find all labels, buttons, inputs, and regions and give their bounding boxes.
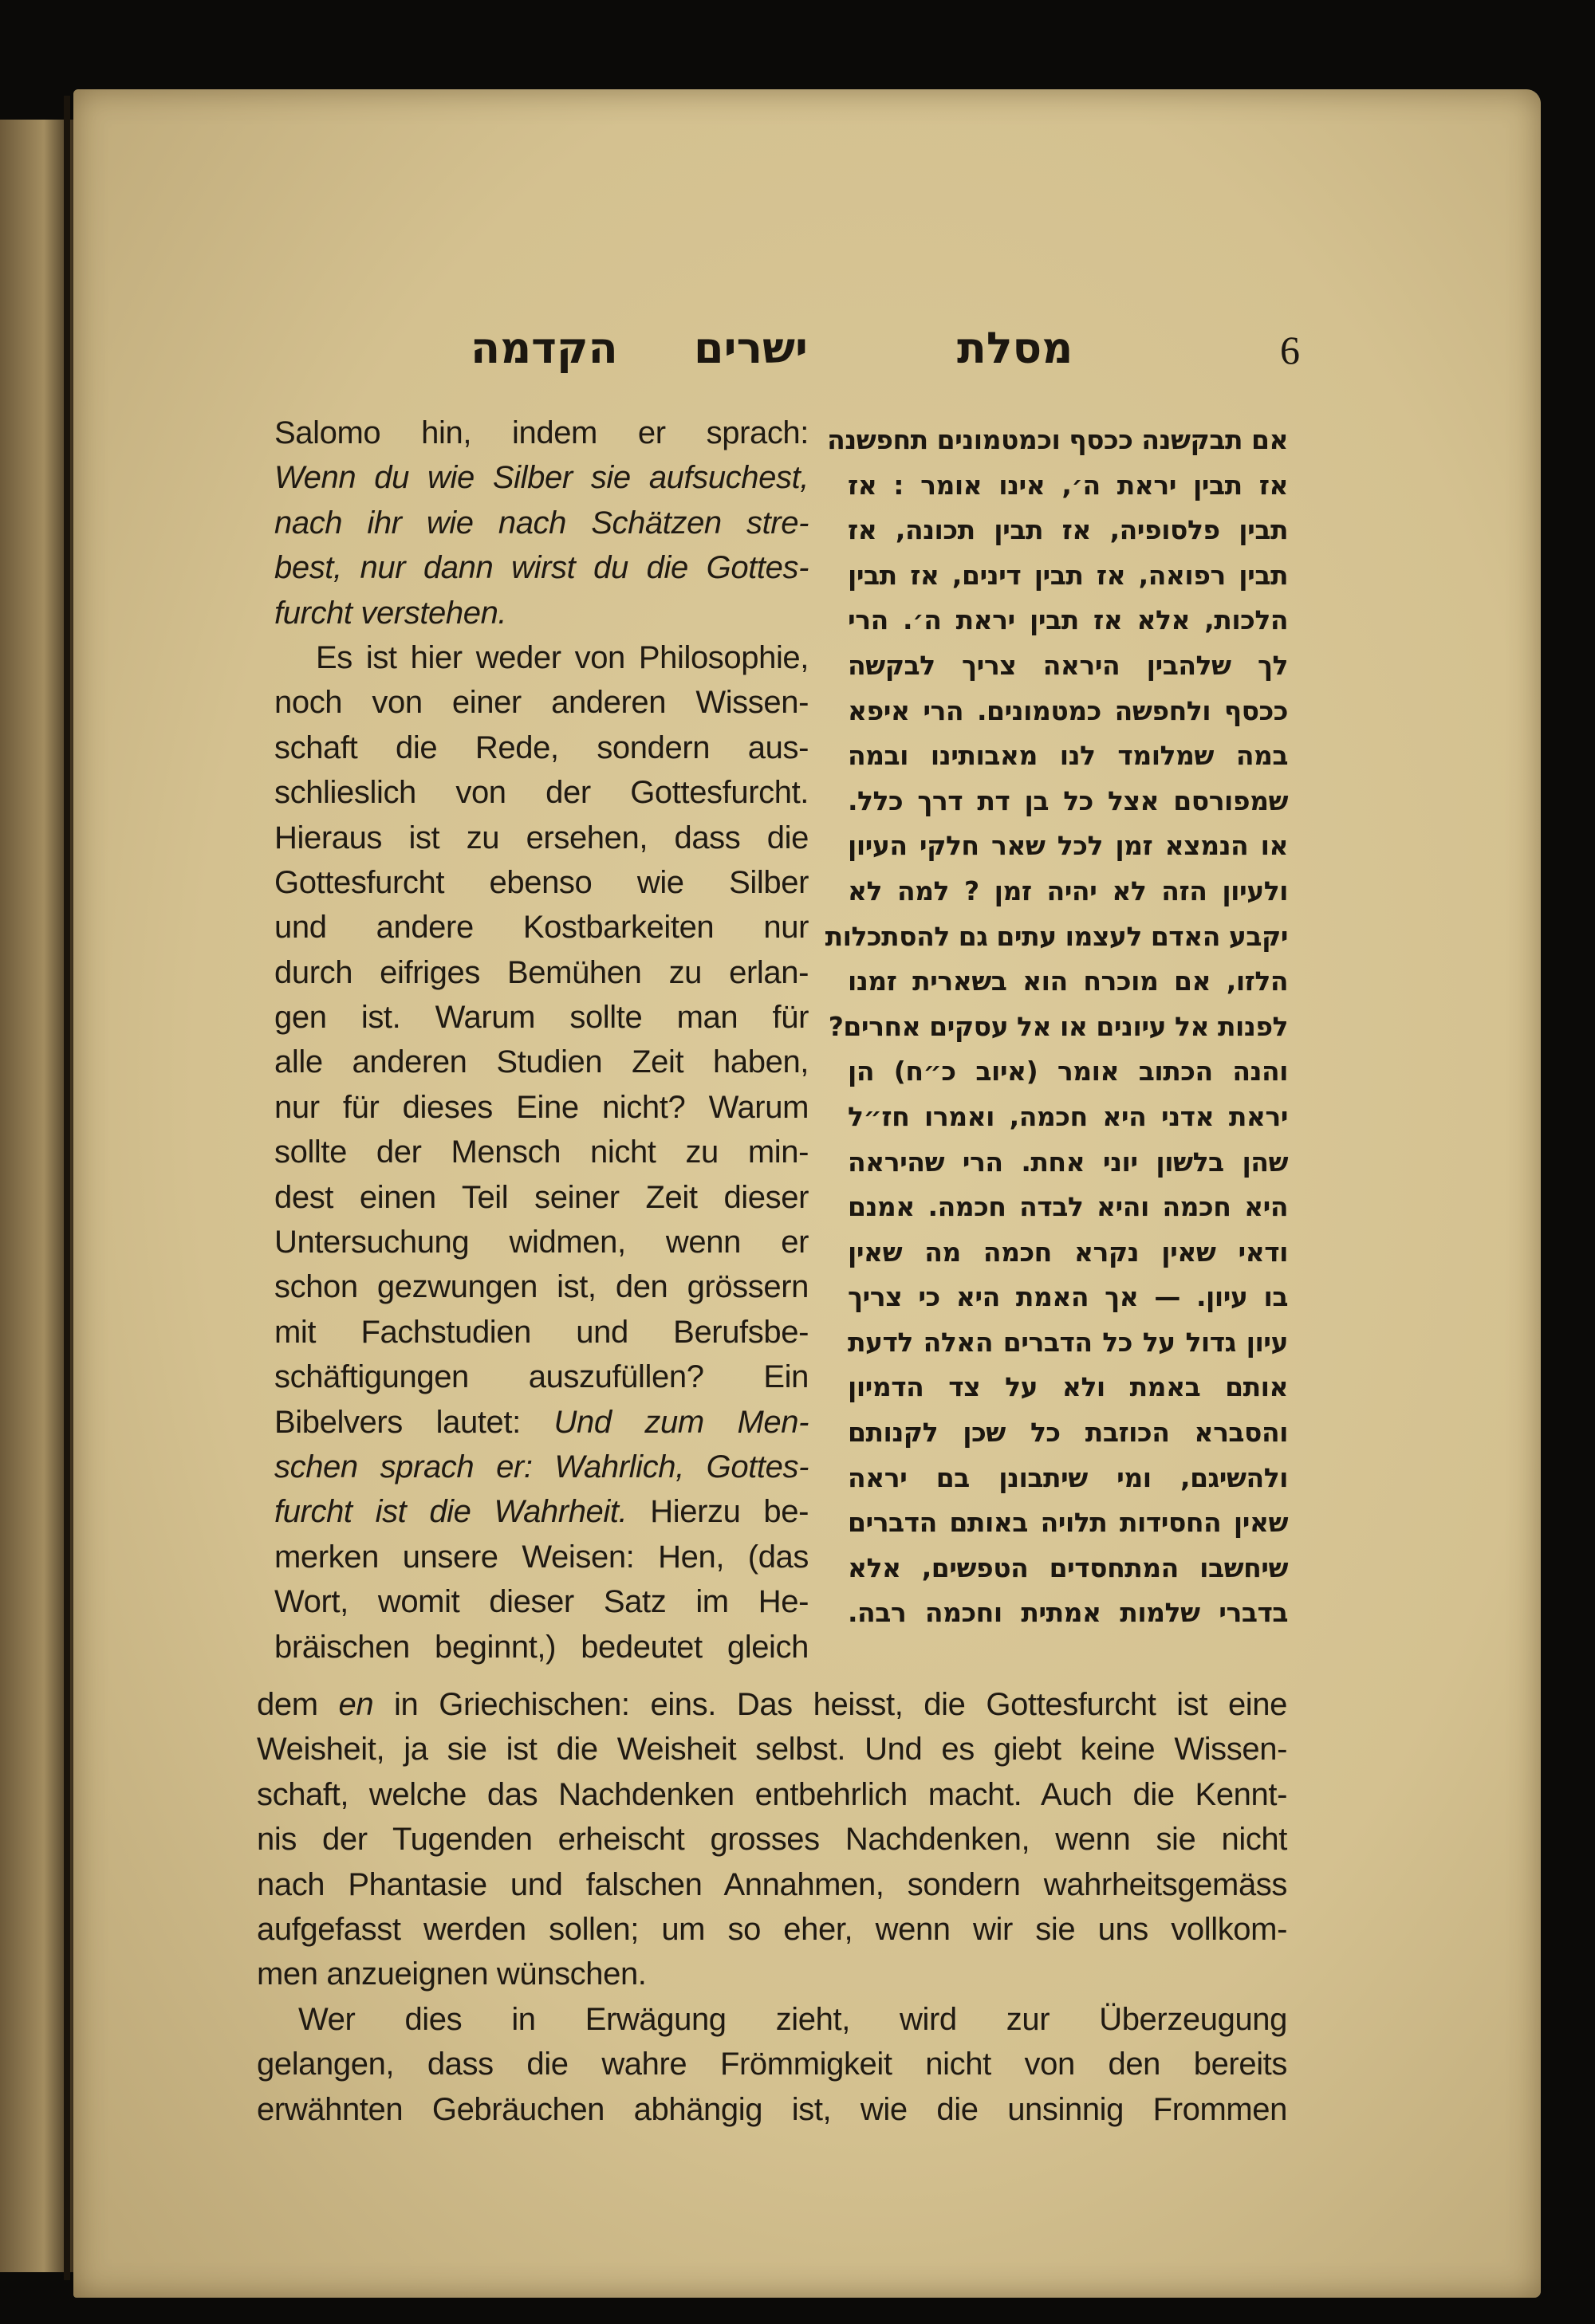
hebrew-text-line: הלזו, אם מוכרח הוא בשארית זמנו: [848, 965, 1288, 997]
text-line: [274, 1445, 809, 1489]
text-line: [257, 1727, 1287, 1772]
hebrew-text-line: שמפורסם אצל כל בן דת דרך כלל.: [848, 784, 1288, 816]
text-segment: nach Phantasie und falschen Annahmen, sondern wahrheitsgemäss: [257, 1866, 1287, 1902]
text-line: [257, 1817, 1287, 1862]
text-line: [274, 1489, 809, 1534]
text-segment: mit Fachstudien und Berufsbe-: [274, 1314, 809, 1350]
text-segment: dem: [257, 1687, 339, 1722]
text-segment: Wort, womit dieser Satz im He-: [274, 1584, 809, 1620]
text-line: [274, 1175, 809, 1220]
text-line: [274, 1400, 809, 1445]
text-segment: erwähnten Gebräuchen abhängig ist, wie die unsinnig Frommen: [257, 2091, 1287, 2127]
german-column: [274, 411, 809, 1669]
hebrew-text-line: תבין פלסופיה, אז תבין תכונה, אז: [848, 514, 1288, 546]
text-segment: und andere Kostbarkeiten nur: [274, 910, 809, 946]
text-segment: schäftigungen auszufüllen? Ein: [274, 1359, 809, 1395]
book-binding: [64, 96, 70, 2280]
hebrew-column: [825, 418, 1288, 1636]
italic-text: nach ihr wie nach Schätzen stre-: [274, 505, 809, 541]
hebrew-text-line: עיון גדול על כל הדברים האלה לדעת: [848, 1326, 1288, 1358]
text-line: [257, 2087, 1287, 2132]
text-segment: Weisheit, ja sie ist die Weisheit selbst. Und es giebt keine Wissen-: [257, 1732, 1287, 1768]
hebrew-text-line: אז תבין יראת ה׳, אינו אומר : אז: [848, 469, 1288, 501]
text-segment: schlieslich von der Gottesfurcht.: [274, 775, 809, 811]
text-segment: dest einen Teil seiner Zeit dieser: [274, 1179, 809, 1215]
text-segment: schon gezwungen ist, den grössern: [274, 1269, 809, 1305]
hebrew-text-line: יראת אדני היא חכמה, ואמרו חז״ל: [848, 1100, 1288, 1132]
text-segment: aufgefasst werden sollen; um so eher, wenn wir sie uns vollkom-: [257, 1911, 1287, 1947]
text-line: [274, 680, 809, 725]
hebrew-text-line: בו עיון. — אך האמת היא כי צריך: [848, 1281, 1288, 1313]
text-segment: in Griechischen: eins. Das heisst, die Gottesfurcht ist eine: [373, 1687, 1287, 1722]
text-line: [274, 455, 809, 500]
text-segment: Hieraus ist zu ersehen, dass die: [274, 820, 809, 855]
hebrew-text-line: והנה הכתוב אומר (איוב כ״ח) הן: [848, 1056, 1288, 1087]
text-segment: gen ist. Warum sollte man für: [274, 1000, 809, 1036]
text-line: [257, 1862, 1287, 1907]
italic-text: Und zum Men-: [553, 1404, 809, 1440]
hebrew-text-line: יקבע האדם לעצמו עתים גם להסתכלות: [825, 920, 1288, 952]
text-line: [274, 545, 809, 590]
text-segment: men anzueignen wünschen.: [257, 1956, 647, 1992]
text-line: [257, 1682, 1287, 1727]
page-number: 6: [1280, 328, 1300, 372]
text-line: [274, 591, 809, 635]
text-segment: alle anderen Studien Zeit haben,: [274, 1044, 809, 1080]
header-title-word-3: הקדמה: [471, 323, 618, 373]
german-full-width-text: [257, 1682, 1287, 2132]
hebrew-text-line: אותם באמת ולא על צד הדמיון: [848, 1371, 1288, 1403]
text-segment: Wer dies in Erwägung zieht, wird zur Überzeugung: [298, 2001, 1287, 2037]
text-segment: Untersuchung widmen, wenn er: [274, 1225, 809, 1260]
text-segment: noch von einer anderen Wissen-: [274, 685, 809, 721]
header-title-word-1: מסלת: [957, 323, 1073, 373]
text-line: [274, 770, 809, 815]
hebrew-text-line: ולעיון הזה לא יהיה זמן ? למה לא: [848, 875, 1288, 906]
hebrew-text-line: ודאי שאין נקרא חכמה מה שאין: [848, 1236, 1288, 1268]
hebrew-text-line: לפנות אל עיונים או אל עסקים אחרים?: [828, 1010, 1288, 1042]
text-line: [274, 1040, 809, 1084]
text-line: [274, 1535, 809, 1579]
italic-text: best, nur dann wirst du die Gottes-: [274, 550, 809, 586]
text-segment: merken unsere Weisen: Hen, (das: [274, 1539, 809, 1575]
text-line: [274, 905, 809, 950]
text-line: [274, 1355, 809, 1399]
italic-text: schen sprach er: Wahrlich, Gottes-: [274, 1449, 809, 1484]
text-line: [257, 1952, 1287, 1996]
text-line: [257, 1907, 1287, 1952]
text-line: [274, 1085, 809, 1130]
previous-page-edge: [0, 120, 73, 2272]
hebrew-text-line: הלכות, אלא אז תבין יראת ה׳. הרי: [848, 604, 1288, 636]
text-segment: gelangen, dass die wahre Frömmigkeit nicht von den bereits: [257, 2047, 1287, 2082]
hebrew-text-line: היא חכמה והיא לבדה חכמה. אמנם: [848, 1191, 1288, 1223]
text-segment: Gottesfurcht ebenso wie Silber: [274, 864, 809, 900]
text-line: [274, 1130, 809, 1174]
hebrew-text-line: שהן בלשון יוני אחת. הרי שהיראה: [848, 1146, 1288, 1178]
text-line: [274, 501, 809, 545]
text-line: [274, 1579, 809, 1624]
hebrew-text-line: אם תבקשנה ככסף וכמטמונים תחפשנה: [827, 424, 1288, 455]
hebrew-text-line: ולהשיגם, ומי שיתבונן בם יראה: [848, 1461, 1288, 1493]
hebrew-text-line: שאין החסידות תלויה באותם הדברים: [848, 1507, 1288, 1539]
text-line: [274, 860, 809, 905]
hebrew-text-line: או הנמצא זמן לכל שאר חלקי העיון: [848, 830, 1288, 862]
italic-text: en: [338, 1687, 374, 1722]
hebrew-text-line: שיחשבו המתחסדים הטפשים, אלא: [848, 1551, 1288, 1583]
text-line: [274, 1625, 809, 1669]
text-line: [257, 1772, 1287, 1817]
text-segment: schaft die Rede, sondern aus-: [274, 729, 809, 765]
text-line: [257, 1997, 1287, 2042]
text-line: [274, 726, 809, 770]
header-title-word-2: ישרים: [694, 323, 808, 373]
text-line: [257, 2042, 1287, 2086]
text-segment: Es ist hier weder von Philosophie,: [316, 639, 809, 675]
text-segment: nis der Tugenden erheischt grosses Nachdenken, wenn sie nicht: [257, 1822, 1287, 1858]
text-line: [274, 635, 809, 680]
text-segment: Bibelvers lautet:: [274, 1404, 554, 1440]
text-line: [274, 995, 809, 1040]
text-segment: nur für dieses Eine nicht? Warum: [274, 1089, 809, 1125]
text-line: [274, 1310, 809, 1355]
italic-text: furcht ist die Wahrheit.: [274, 1494, 628, 1530]
hebrew-text-line: לך שלהבין היראה צריך לבקשה: [848, 649, 1288, 681]
italic-text: furcht verstehen.: [274, 595, 507, 631]
text-line: [274, 411, 809, 455]
text-segment: Hierzu be-: [627, 1494, 809, 1530]
text-segment: bräischen beginnt,) bedeutet gleich: [274, 1629, 809, 1665]
hebrew-text-line: בדברי שלמות אמתית וחכמה רבה.: [848, 1597, 1288, 1629]
hebrew-text-line: והסברא הכוזבת כל שכן לקנותם: [848, 1417, 1288, 1449]
hebrew-text-line: במה שמלומד לנו מאבותינו ובמה: [848, 740, 1288, 772]
text-line: [274, 816, 809, 860]
text-segment: schaft, welche das Nachdenken entbehrlich macht. Auch die Kennt-: [257, 1776, 1287, 1812]
text-segment: durch eifriges Bemühen zu erlan-: [274, 954, 809, 990]
text-line: [274, 1264, 809, 1309]
text-line: [274, 950, 809, 995]
text-line: [274, 1220, 809, 1264]
hebrew-text-line: תבין רפואה, אז תבין דינים, אז תבין: [848, 559, 1288, 591]
italic-text: Wenn du wie Silber sie aufsuchest,: [274, 460, 809, 496]
text-segment: sollte der Mensch nicht zu min-: [274, 1134, 809, 1170]
hebrew-text-line: ככסף ולחפשה כמטמונים. הרי איפא: [848, 694, 1288, 726]
text-segment: Salomo hin, indem er sprach:: [274, 415, 809, 450]
